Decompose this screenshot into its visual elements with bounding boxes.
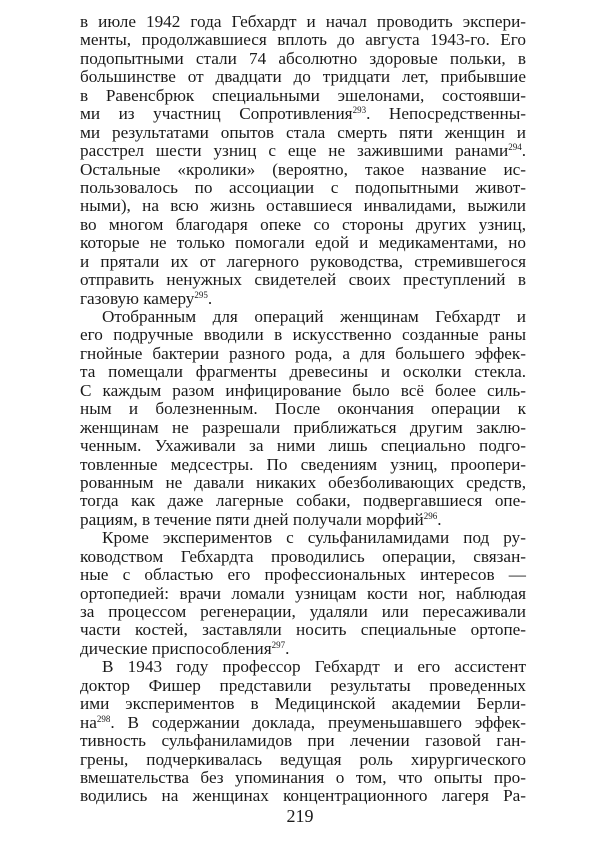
text-line — [80, 640, 526, 658]
line-text-tail: . — [285, 638, 290, 658]
line-text: В 1943 году профессор Гебхардт и его ассистент — [102, 657, 526, 677]
line-text: гнойные бактерии разного рода, а для большего эффек- — [80, 343, 526, 363]
line-text: ми результатами опытов стала смерть пяти женщин и — [80, 122, 526, 142]
text-line — [80, 68, 526, 86]
text-line — [80, 658, 526, 676]
line-text: рованным не давали никаких обезболивающих средств, — [80, 472, 526, 492]
footnote-ref: 293 — [352, 105, 367, 116]
text-line — [80, 216, 526, 234]
footnote-ref: 298 — [96, 713, 111, 724]
line-text: ми из участниц Сопротивления — [80, 104, 353, 124]
line-text-tail: . — [437, 509, 442, 529]
line-text: на — [80, 712, 97, 732]
page-number: 219 — [286, 806, 314, 826]
line-text-tail: . — [207, 288, 213, 308]
text-line — [80, 197, 526, 215]
line-text: ными), на всю жизнь оставшиеся инвалидами, выжили — [80, 196, 526, 216]
text-line — [80, 142, 526, 160]
line-text: женщинам не разрешали приближаться другим заклю- — [80, 417, 526, 437]
text-line — [80, 621, 526, 639]
text-line — [80, 271, 526, 289]
text-line — [80, 419, 526, 437]
line-text-tail: . В содержании доклада, преуменьшавшего эффек- — [110, 712, 526, 732]
line-text: тогда как даже лагерные собаки, подвергавшиеся опе- — [80, 491, 526, 511]
text-line — [80, 400, 526, 418]
text-line — [80, 290, 526, 308]
footnote-ref: 294 — [508, 142, 522, 153]
body-text — [80, 13, 526, 806]
line-text: грены, подчеркивалась ведущая роль хирургического — [80, 749, 526, 769]
line-text: в Равенсбрюк специальными эшелонами, состоявши- — [80, 85, 526, 105]
line-text: подопытными стали 74 абсолютно здоровые польки, в — [80, 48, 526, 68]
line-text: в июле 1942 года Гебхардт и начал проводить экспери- — [80, 12, 526, 31]
text-line — [80, 566, 526, 584]
line-text: ным и болезненным. После окончания операции к — [80, 399, 526, 419]
line-text: которые не только помогали едой и медикаментами, но — [80, 233, 526, 253]
footnote-ref: 295 — [194, 289, 208, 300]
line-text: доктор Фишер представили результаты проведенных — [80, 675, 526, 695]
text-line — [80, 677, 526, 695]
text-line — [80, 437, 526, 455]
text-line — [80, 382, 526, 400]
line-text: ные с областью его профессиональных интересов — — [80, 565, 526, 585]
text-line — [80, 13, 526, 31]
footnote-ref: 296 — [423, 510, 438, 521]
line-text: за процессом регенерации, удаляли или пересаживали — [80, 602, 526, 621]
text-line — [80, 179, 526, 197]
line-text: Остальные «кролики» (вероятно, такое название ис- — [80, 159, 526, 179]
line-text: его подручные вводили в искусственно созданные раны — [80, 325, 526, 345]
line-text: расстрел шести узниц с еще не зажившими ранами — [80, 141, 509, 161]
text-line — [80, 585, 526, 603]
text-line — [80, 511, 526, 529]
text-line — [80, 474, 526, 492]
text-line — [80, 105, 526, 123]
line-text: газовую камеру — [80, 288, 195, 308]
text-line — [80, 751, 526, 769]
text-line — [80, 787, 526, 805]
footnote-ref: 297 — [271, 639, 286, 650]
text-line — [80, 31, 526, 49]
line-text: и прятали их от лагерного руководства, стремившегося — [80, 251, 526, 271]
text-line — [80, 124, 526, 142]
text-line — [80, 234, 526, 252]
text-line — [80, 161, 526, 179]
line-text: та помещали фрагменты древесины и осколки стекла. — [80, 362, 526, 382]
line-text: ими экспериментов в Медицинской академии Берли- — [80, 694, 526, 714]
line-text: ководством Гебхардта проводились операции, связан- — [80, 546, 526, 566]
line-text: части костей, заставляли носить специальные ортопе- — [80, 620, 526, 640]
line-text: рациям, в течение пяти дней получали морфий — [80, 509, 424, 529]
line-text: отправить ненужных свидетелей своих преступлений в — [80, 270, 526, 290]
line-text: Кроме экспериментов с сульфаниламидами под ру- — [102, 528, 526, 548]
line-text-tail: . Непосредственны- — [366, 104, 526, 124]
line-text: С каждым разом инфицирование было всё более силь- — [80, 380, 526, 400]
line-text: дические приспособления — [80, 638, 272, 658]
text-line — [80, 87, 526, 105]
text-line — [80, 603, 526, 621]
text-line — [80, 50, 526, 68]
line-text: пользовалось по ассоциации с подопытными живот- — [80, 177, 526, 197]
text-line — [80, 714, 526, 732]
text-line — [80, 456, 526, 474]
text-line — [80, 326, 526, 344]
text-line — [80, 769, 526, 787]
line-text-tail: . — [521, 141, 526, 161]
line-text: во многом благодаря опеке со стороны других узниц, — [80, 214, 526, 234]
text-line — [80, 695, 526, 713]
line-text: ортопедией: врачи ломали узницам кости ног, наблюдая — [80, 583, 526, 603]
line-text: водились на женщинах концентрационного лагеря Ра- — [80, 786, 526, 806]
text-line — [80, 345, 526, 363]
line-text: Отобранным для операций женщинам Гебхардт и — [102, 307, 526, 326]
text-line — [80, 548, 526, 566]
text-line — [80, 308, 526, 326]
line-text: большинстве от двадцати до тридцати лет, прибывшие — [80, 67, 526, 87]
line-text: товленные медсестры. По сведениям узниц, проопери- — [80, 454, 526, 474]
line-text: вмешательства без упоминания о том, что опыты про- — [80, 767, 526, 787]
line-text: тивность сульфаниламидов при лечении газовой ган- — [80, 731, 526, 751]
text-line — [80, 253, 526, 271]
text-line — [80, 732, 526, 750]
line-text: ченным. Ухаживали за ними лишь специально подго- — [80, 436, 526, 456]
text-line — [80, 492, 526, 510]
text-line — [80, 363, 526, 381]
line-text: менты, продолжавшиеся вплоть до августа 1943-го. Его — [80, 30, 526, 50]
text-line — [80, 529, 526, 547]
